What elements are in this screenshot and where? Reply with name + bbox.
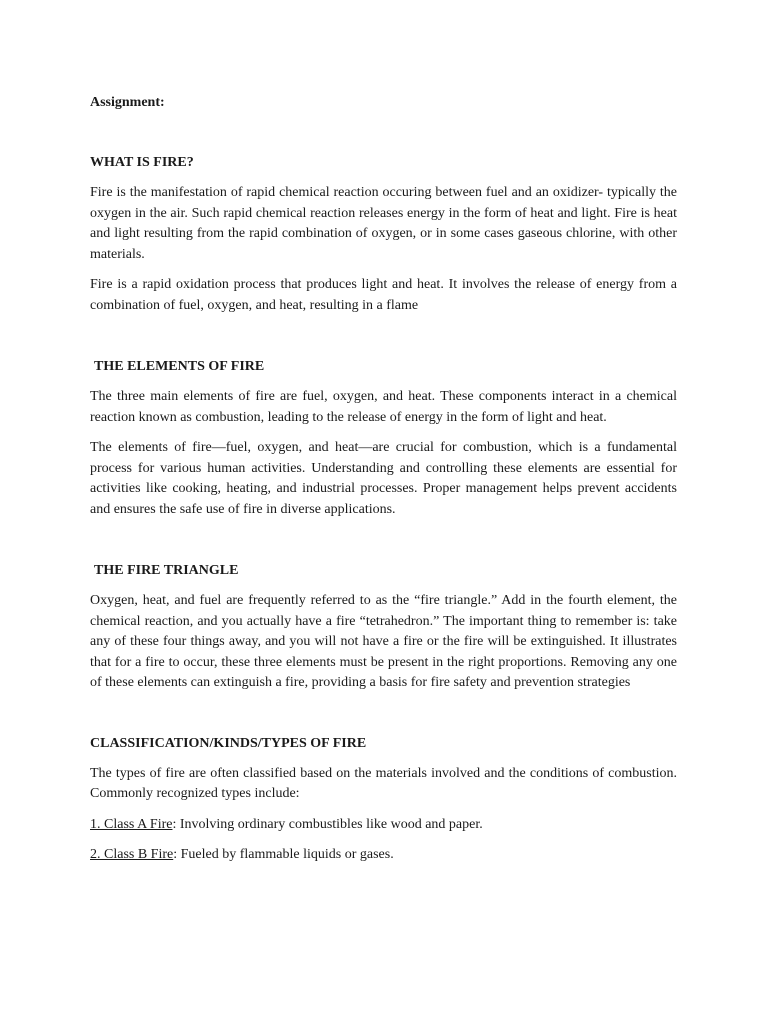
section-heading-elements-of-fire: THE ELEMENTS OF FIRE — [94, 359, 265, 374]
section-heading-classification: CLASSIFICATION/KINDS/TYPES OF FIRE — [90, 735, 367, 751]
paragraph: The elements of fire—fuel, oxygen, and heat—are crucial for combustion, which is a fundamental process for various human activities. Understanding and controlling these elements are essential for activities like cooking, heating, and industrial processes. Proper management helps prevent accidents and ensures the safe use of fire in diverse applications. — [90, 440, 677, 517]
class-label: 2. Class B Fire — [90, 847, 174, 862]
paragraph: Oxygen, heat, and fuel are frequently referred to as the “fire triangle.” Add in the fourth element, the chemical reaction, and you actually have a fire “tetrahedron.” The important thing to remember is: take any of these four things away, and you will not have a fire or the fire will be extinguished. It illustrates that for a fire to occur, these three elements must be present in the right proportions. Removing any one of these elements can extinguish a fire, providing a basis for fire safety and prevention strategies — [90, 593, 677, 690]
section-heading-fire-triangle: THE FIRE TRIANGLE — [94, 563, 239, 578]
document-page — [90, 93, 677, 866]
list-item-class-a — [90, 815, 677, 836]
paragraph: Fire is a rapid oxidation process that produces light and heat. It involves the release of energy from a combination of fuel, oxygen, and heat, resulting in a flame — [90, 277, 677, 313]
list-item-class-b — [90, 845, 677, 866]
paragraph: Fire is the manifestation of rapid chemical reaction occuring between fuel and an oxidizer- typically the oxygen in the air. Such rapid chemical reaction releases energy in the form of heat and light. Fire is heat and light resulting from the rapid combination of oxygen, or in some cases gaseous chlorine, with other materials. — [90, 185, 677, 262]
class-label: 1. Class A Fire — [90, 816, 173, 832]
paragraph: The three main elements of fire are fuel, oxygen, and heat. These components interact in a chemical reaction known as combustion, leading to the release of energy in the form of light and heat. — [90, 389, 677, 425]
assignment-label: Assignment: — [90, 95, 165, 110]
class-description: : Fueled by flammable liquids or gases. — [173, 847, 394, 862]
class-description: : Involving ordinary combustibles like wood and paper. — [172, 816, 483, 832]
section-heading-what-is-fire: WHAT IS FIRE? — [90, 155, 194, 170]
paragraph: The types of fire are often classified based on the materials involved and the conditions of combustion. Commonly recognized types include: — [90, 765, 677, 801]
